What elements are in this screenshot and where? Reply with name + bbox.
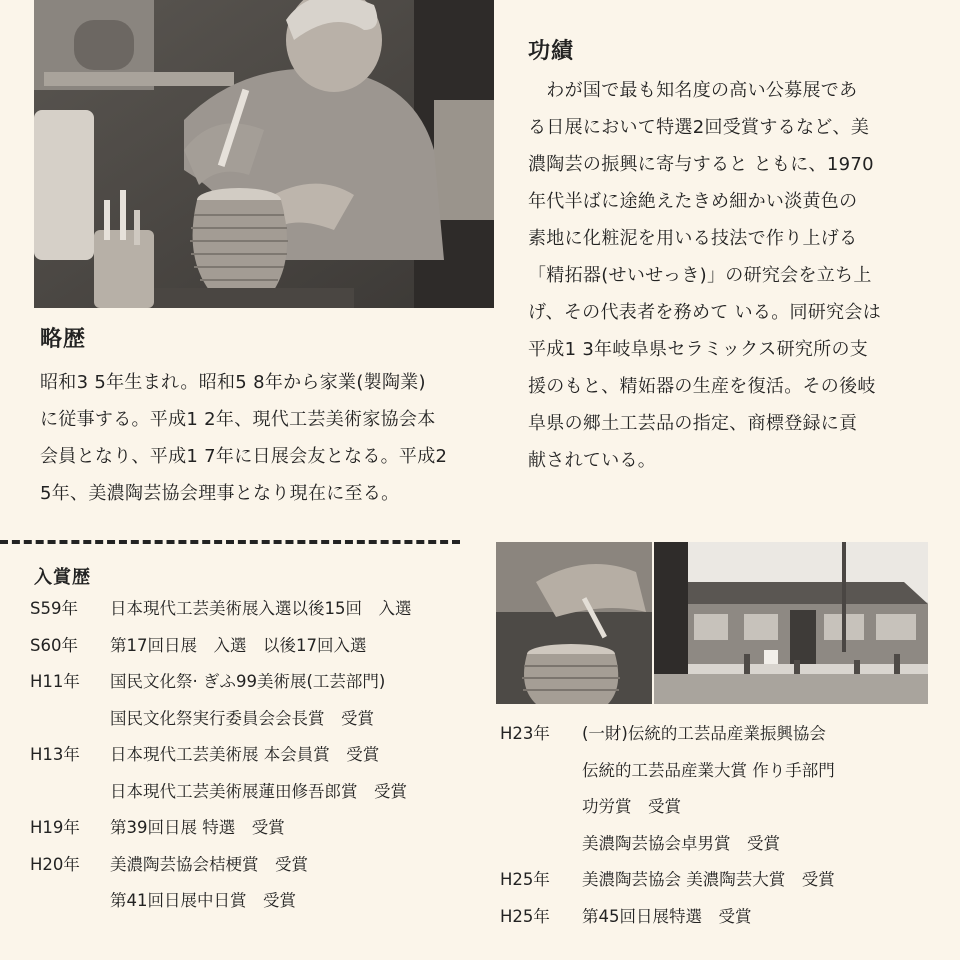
- pot-closeup-photo: [496, 542, 652, 704]
- award-text: 第45回日展特選 受賞: [582, 906, 752, 926]
- awards-list-left: [30, 591, 490, 920]
- ryakureki-heading: 略歴: [40, 327, 87, 352]
- award-year: S59年: [30, 599, 78, 618]
- award-row: [500, 862, 940, 899]
- award-year: H25年: [500, 870, 550, 889]
- award-text: 美濃陶芸協会 美濃陶芸大賞 受賞: [582, 870, 835, 889]
- award-year: H25年: [500, 906, 550, 926]
- award-row: [30, 591, 490, 628]
- ryakureki-body: 昭和3 5年生まれ。昭和5 8年から家業(製陶業) に従事する。平成1 2年、現代工芸美術家協会本 会員となり、平成1 7年に日展会友となる。平成2 5年、美濃陶芸協会理事となり現在に至る。: [40, 372, 448, 504]
- award-text: 功労賞 受賞: [582, 797, 681, 816]
- award-year: H23年: [500, 724, 550, 743]
- award-text: 日本現代工芸美術展蓮田修吾郎賞 受賞: [110, 781, 407, 801]
- kouseki-body: わが国で最も知名度の高い公募展であ る日展において特選2回受賞するなど、美 濃陶芸の振興に寄与すると ともに、1970 年代半ばに途絶えたきめ細かい淡黄色の 素地に化粧泥を用いる技法で作り上げる 「精拓器(せいせっき)」の研究会を立ち上 げ、その代表者を務めて いる。同研究会は 平成1 3年岐阜県セラミックス研究所の支 援のもと、精妬器の生産を復活。その後岐 阜県の郷土工芸品の指定、商標登録に貢 献されている。: [528, 80, 881, 471]
- award-row: [30, 628, 490, 665]
- award-text: 第39回日展 特選 受賞: [110, 818, 285, 837]
- workshop-building-photo: [654, 542, 928, 704]
- award-row: [30, 664, 490, 701]
- award-text: 日本現代工芸美術展入選以後15回 入選: [110, 599, 412, 618]
- award-row: [30, 774, 490, 811]
- award-year: H11年: [30, 672, 80, 691]
- award-text: 美濃陶芸協会桔梗賞 受賞: [110, 854, 308, 874]
- award-row: [30, 810, 490, 847]
- award-row: [30, 701, 490, 738]
- award-row: [500, 899, 940, 936]
- kouseki-heading: 功績: [528, 39, 575, 64]
- award-row: [30, 737, 490, 774]
- award-year: H20年: [30, 854, 80, 874]
- potter-painting-photo: [34, 0, 494, 308]
- award-row: [500, 716, 940, 753]
- award-text: 日本現代工芸美術展 本会員賞 受賞: [110, 745, 380, 764]
- award-text: (一財)伝統的工芸品産業振興協会: [582, 724, 826, 743]
- award-row: [500, 789, 940, 826]
- award-row: [500, 753, 940, 790]
- award-row: [30, 883, 490, 920]
- nyusho-heading: 入賞歴: [34, 567, 91, 588]
- award-year: H19年: [30, 818, 80, 837]
- award-row: [30, 847, 490, 884]
- award-text: 国民文化祭実行委員会会長賞 受賞: [110, 708, 374, 728]
- dashed-divider: [0, 540, 460, 544]
- award-year: S60年: [30, 635, 78, 655]
- award-text: 国民文化祭· ぎふ99美術展(工芸部門): [110, 672, 386, 691]
- award-text: 第41回日展中日賞 受賞: [110, 891, 296, 910]
- award-row: [500, 826, 940, 863]
- award-year: H13年: [30, 745, 80, 764]
- award-text: 伝統的工芸品産業大賞 作り手部門: [582, 760, 835, 780]
- award-text: 美濃陶芸協会卓男賞 受賞: [582, 833, 780, 853]
- awards-list-right: [500, 716, 940, 935]
- award-text: 第17回日展 入選 以後17回入選: [110, 635, 367, 655]
